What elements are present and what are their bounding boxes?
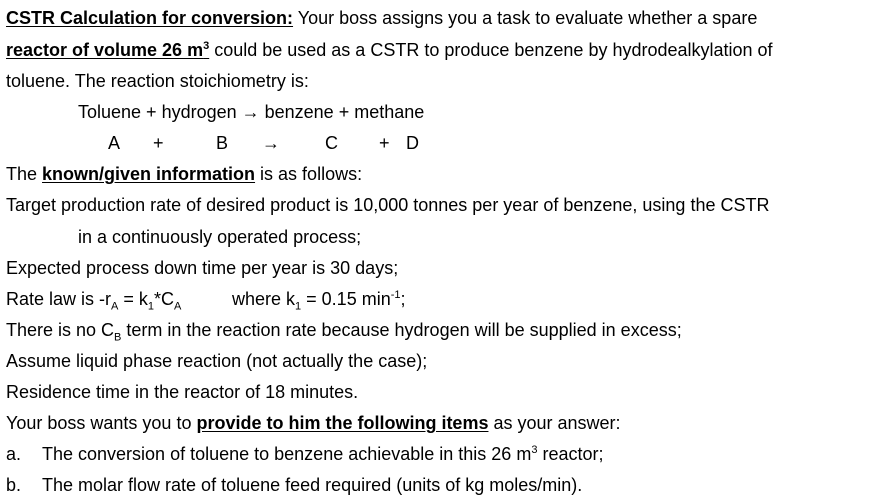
residence-time-line: Residence time in the reactor of 18 minutes. [6, 382, 359, 402]
no-cb-line: There is no $C_B$ term in the reaction rate because hydrogen will be supplied in excess; [6, 320, 682, 344]
liquid-phase-line: Assume liquid phase reaction (not actually the case); [6, 351, 428, 371]
given-header-bold: known/given information [42, 164, 256, 184]
target-line-1: Target production rate of desired product is 10,000 tonnes per year of benzene, using the CSTR [6, 195, 770, 215]
species-a: A [108, 133, 121, 153]
list-letter: b. [6, 475, 22, 495]
list-item-a-text: The conversion of toluene to benzene achievable in this 26 $m^3$ reactor; [42, 444, 604, 464]
ask-header-bold: provide to him the following items [196, 413, 489, 433]
reaction-arrow: → [262, 133, 280, 153]
intro-text-2: could be used as a CSTR to produce benzene by hydrodealkylation of [209, 40, 773, 60]
intro-line-3: toluene. The reaction stoichiometry is: [6, 71, 309, 91]
plus-sign-1: + [153, 133, 164, 153]
species-b: B [216, 133, 229, 153]
species-d: D [406, 133, 419, 153]
intro-line-2 [6, 39, 773, 61]
intro-line-1 [6, 7, 757, 29]
plus-sign-2: + [379, 133, 390, 153]
reaction-words: Toluene + hydrogen → benzene + methane [78, 102, 425, 122]
intro-text-1: Your boss assigns you a task to evaluate whether a spare [293, 8, 758, 28]
list-letter: a. [6, 444, 22, 464]
rate-law-line: Rate law is $-r_A = k_1*C_A$ [6, 289, 182, 313]
problem-heading: CSTR Calculation for conversion: [6, 8, 294, 28]
list-item-a [6, 443, 21, 465]
list-item-b [6, 474, 21, 496]
ask-header: Your boss wants you to provide to him the following items as your answer: [6, 413, 621, 433]
reactor-volume: reactor of volume 26 $m^3$ [6, 40, 210, 60]
downtime-line: Expected process down time per year is 30 days; [6, 258, 399, 278]
target-line-2: in a continuously operated process; [78, 227, 362, 247]
rate-constant: where $k_1 = 0.15$ $\min^{-1}$; [232, 289, 406, 313]
list-item-b-text: The molar flow rate of toluene feed required (units of kg moles/min). [42, 475, 583, 495]
species-c: C [325, 133, 338, 153]
given-header: The known/given information is as follows: [6, 164, 363, 184]
